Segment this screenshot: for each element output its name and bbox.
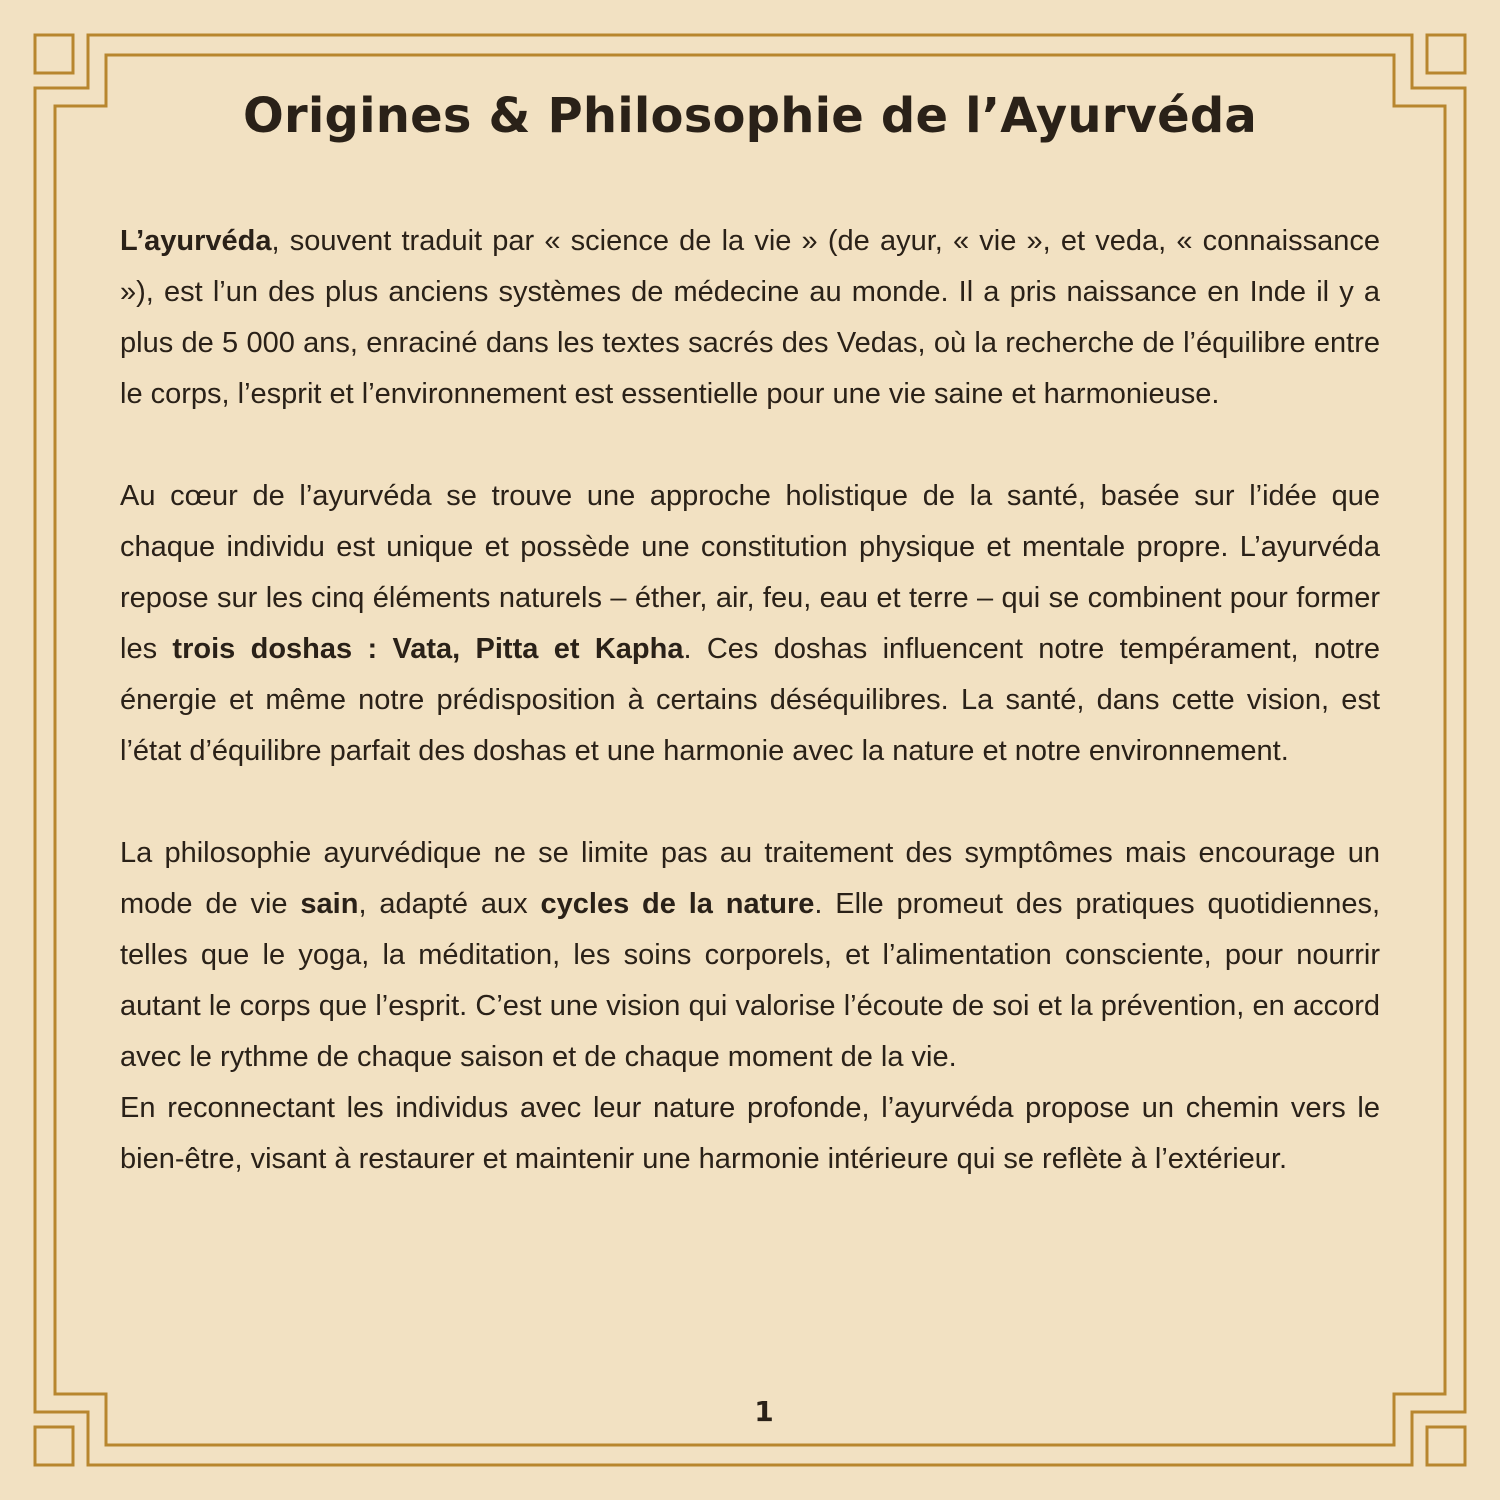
paragraph-text: . Elle promeut des pratiques quotidiennes, telles que le yoga, la méditation, les soins corporels, et l’alimentation consciente, pour nourrir autant le corps que l’esprit. C’est une vision qui valorise l’écoute de soi et la prévention, en accord avec le rythme de chaque saison et de chaque moment de la vie. (120, 888, 1381, 1073)
paragraph-2 (120, 471, 1380, 777)
bold-term: L’ayurvéda (120, 225, 272, 257)
paragraph-3 (120, 828, 1380, 1083)
bold-term: cycles de la nature (540, 888, 815, 920)
body-text (120, 216, 1380, 1185)
paragraph-4: En reconnectant les individus avec leur nature profonde, l’ayurvéda propose un chemin vers le bien-être, visant à restaurer et maintenir une harmonie intérieure qui se reflète à l’extérieur. (120, 1092, 1380, 1175)
paragraph-text: , souvent traduit par « science de la vie » (de ayur, « vie », et veda, « connaissance »), est l’un des plus anciens systèmes de médecine au monde. Il a pris naissance en Inde il y a plus de 5 000 ans, enraciné dans les textes sacrés des Vedas, où la recherche de l’équilibre entre le corps, l’esprit et l’environnement est essentielle pour une vie saine et harmonieuse. (120, 225, 1380, 410)
paragraph-text: , adapté aux (358, 888, 541, 920)
bold-term: trois doshas : Vata, Pitta et Kapha (172, 633, 684, 665)
paragraph-1 (120, 216, 1380, 420)
paragraph-text: La philosophie ayurvédique ne se limite pas au traitement des symptômes mais encourage un mode de vie (120, 837, 1380, 920)
page-number: 1 (754, 1395, 774, 1428)
bold-term: sain (300, 888, 359, 920)
paragraph-text: Au cœur de l’ayurvéda se trouve une approche holistique de la santé, basée sur l’idée que chaque individu est unique et possède une constitution physique et mentale propre. L’ayurvéda repose sur les cinq éléments naturels – éther, air, feu, eau et terre – qui se combinent pour former les (120, 480, 1380, 665)
page-title: Origines & Philosophie de l’Ayurvéda (242, 88, 1258, 144)
paragraph-text: . Ces doshas influencent notre tempérament, notre énergie et même notre prédisposition à certains déséquilibres. La santé, dans cette vision, est l’état d’équilibre parfait des doshas et une harmonie avec la nature et notre environnement. (120, 633, 1381, 767)
